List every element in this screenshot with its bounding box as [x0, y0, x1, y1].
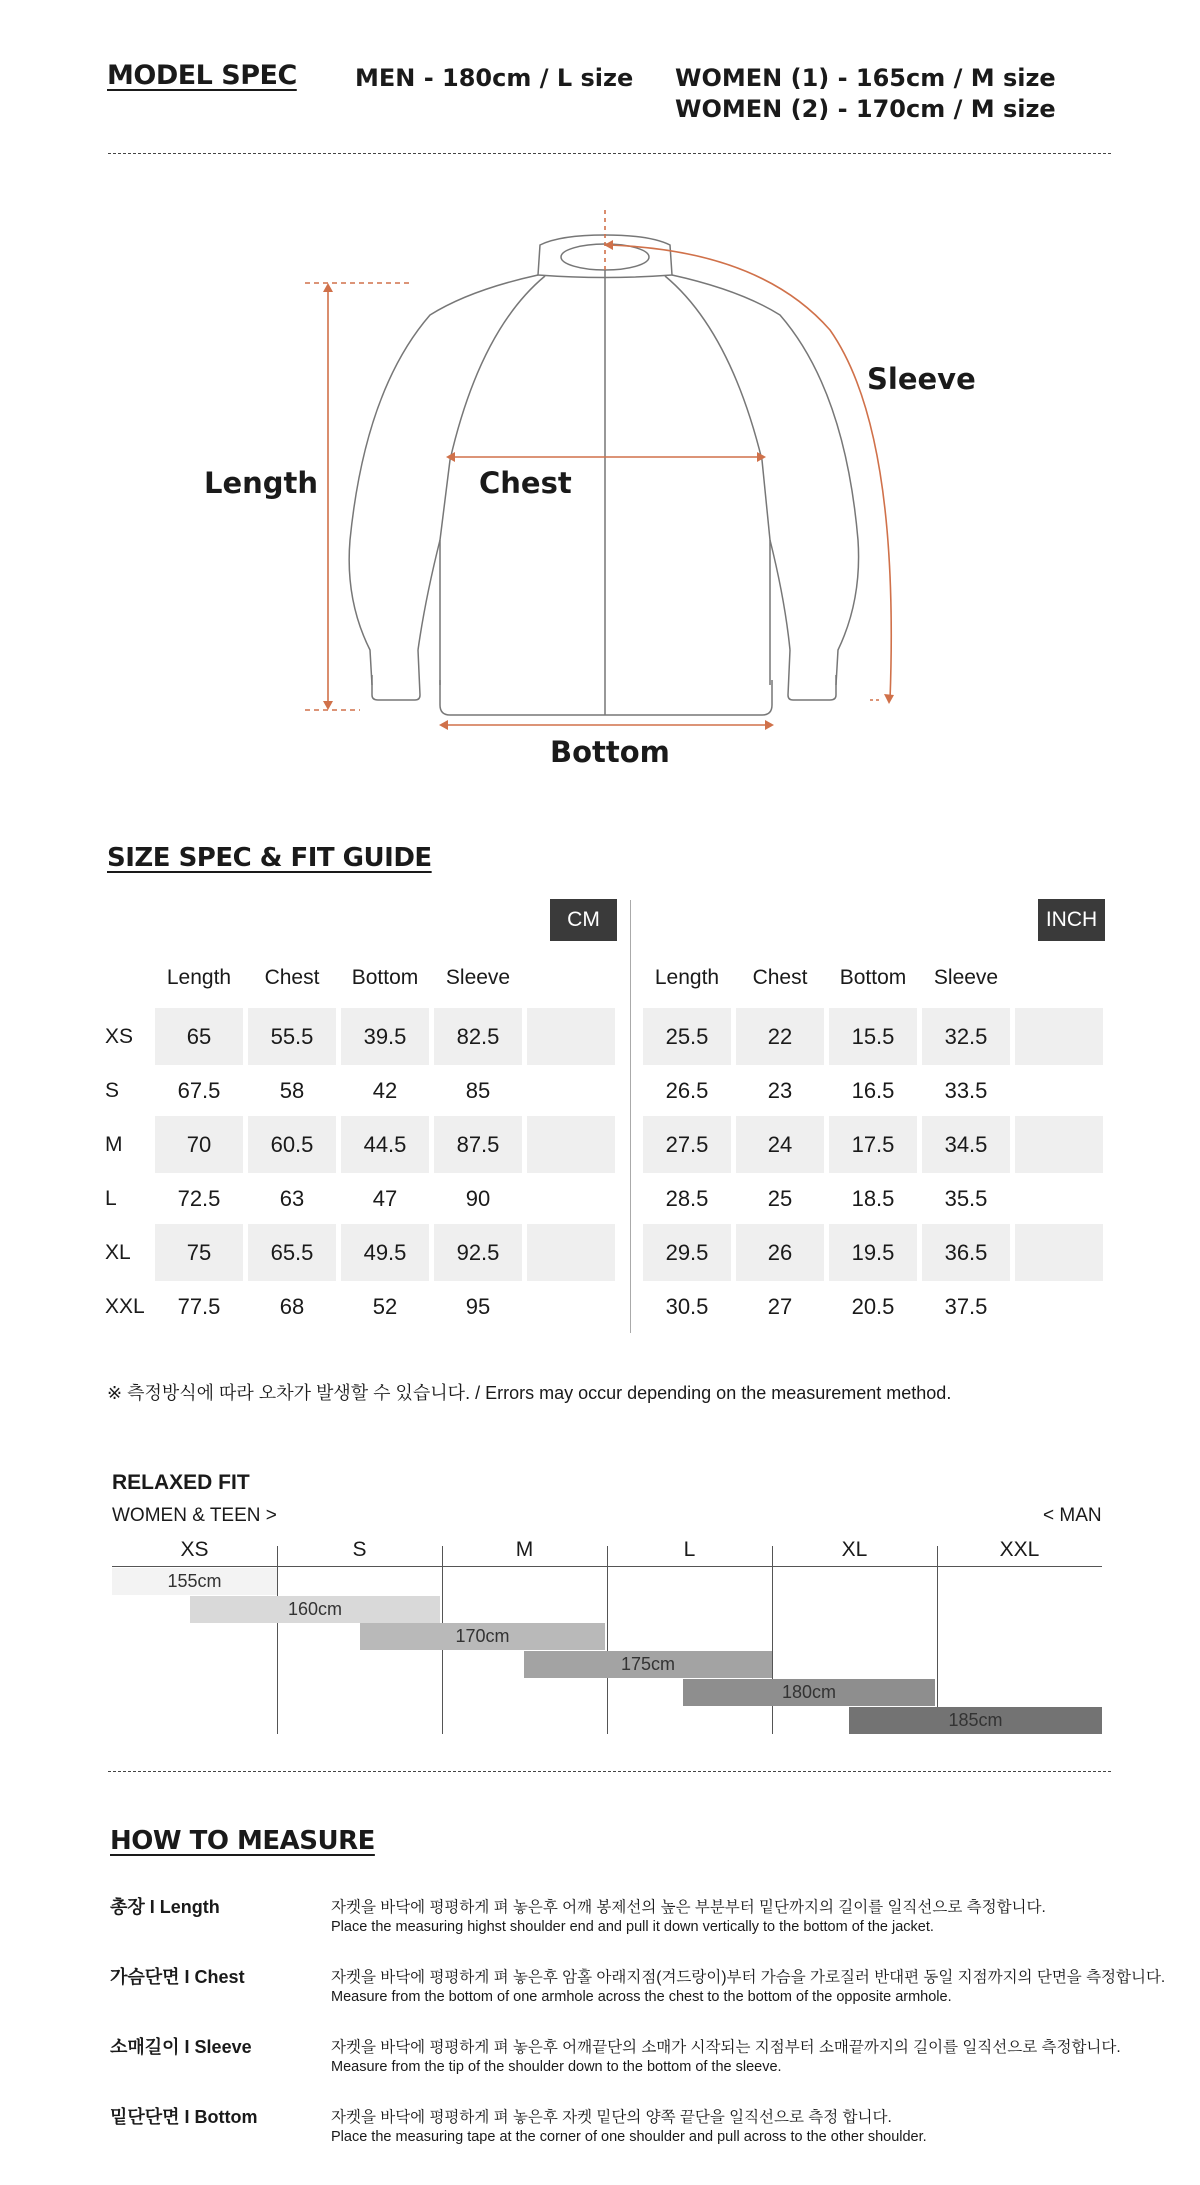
measure-label: 가슴단면 I Chest	[110, 1967, 245, 1987]
inch-value-cell: 27	[767, 1294, 793, 1319]
cm-value-cell: 85	[465, 1078, 491, 1103]
cm-value-cell: 49.5	[341, 1224, 429, 1281]
fit-size-label: XXL	[999, 1538, 1040, 1561]
measure-label: 총장 I Length	[110, 1897, 220, 1917]
cm-empty-cell	[527, 1008, 615, 1065]
cm-value-cell: 65.5	[248, 1224, 336, 1281]
inch-empty-cell	[1015, 1008, 1103, 1065]
inch-value-cell: 36.5	[922, 1224, 1010, 1281]
measure-desc-en: Measure from the bottom of one armhole across the chest to the bottom of the opposite armhole.	[331, 1989, 952, 2005]
fit-column-line	[607, 1546, 608, 1734]
size-row-label: S	[105, 1079, 120, 1102]
cm-col-header: Sleeve	[445, 966, 511, 989]
inch-value-cell: 34.5	[922, 1116, 1010, 1173]
inch-value-cell: 22	[736, 1008, 824, 1065]
cm-value-cell: 65	[155, 1008, 243, 1065]
measure-desc-kr: 자켓을 바닥에 평평하게 펴 놓은후 자켓 밑단의 양쪽 끝단을 일직선으로 측정 합니다.	[331, 2109, 892, 2126]
inch-col-header: Sleeve	[933, 966, 999, 989]
inch-value-cell: 24	[736, 1116, 824, 1173]
fit-column-line	[772, 1546, 773, 1734]
inch-value-cell: 29.5	[643, 1224, 731, 1281]
cm-value-cell: 44.5	[341, 1116, 429, 1173]
fit-height-bar: 175cm	[524, 1651, 772, 1678]
cm-empty-cell	[527, 1062, 615, 1119]
inch-empty-cell	[1015, 1062, 1103, 1119]
inch-col-header: Length	[654, 966, 720, 989]
divider-top	[108, 153, 1111, 154]
cm-value-cell: 63	[279, 1186, 305, 1211]
cm-value-cell: 42	[372, 1078, 398, 1103]
cm-value-cell: 58	[279, 1078, 305, 1103]
cm-value-cell: 95	[465, 1294, 491, 1319]
inch-value-cell: 18.5	[851, 1186, 895, 1211]
cm-value-cell: 55.5	[248, 1008, 336, 1065]
inch-value-cell: 25	[767, 1186, 793, 1211]
inch-value-cell: 25.5	[643, 1008, 731, 1065]
measure-label: 소매길이 I Sleeve	[110, 2037, 252, 2057]
inch-badge: INCH	[1038, 899, 1105, 941]
how-to-measure-title: HOW TO MEASURE	[110, 1826, 375, 1856]
fit-height-bar: 170cm	[360, 1623, 605, 1650]
cm-col-header: Chest	[264, 966, 320, 989]
fit-right-label: < MAN	[1043, 1505, 1102, 1526]
fit-height-bar: 160cm	[190, 1596, 440, 1623]
inch-value-cell: 32.5	[922, 1008, 1010, 1065]
inch-value-cell: 23	[767, 1078, 793, 1103]
inch-value-cell: 37.5	[944, 1294, 988, 1319]
measure-desc-kr: 자켓을 바닥에 평평하게 펴 놓은후 어깨 봉제선의 높은 부분부터 밑단까지의 길이를 일직선으로 측정합니다.	[331, 1899, 1046, 1916]
table-divider	[630, 900, 631, 1333]
size-spec-title: SIZE SPEC & FIT GUIDE	[107, 843, 432, 873]
cm-value-cell: 90	[465, 1186, 491, 1211]
inch-empty-cell	[1015, 1170, 1103, 1227]
cm-value-cell: 70	[155, 1116, 243, 1173]
measurement-note: ※ 측정방식에 따라 오차가 발생할 수 있습니다. / Errors may occur depending on the measurement method.	[107, 1383, 952, 1403]
cm-empty-cell	[527, 1224, 615, 1281]
measure-label: 밑단단면 I Bottom	[110, 2107, 258, 2127]
cm-value-cell: 68	[279, 1294, 305, 1319]
inch-empty-cell	[1015, 1224, 1103, 1281]
diagram-bottom-label: Bottom	[550, 735, 670, 769]
size-row-label: XS	[105, 1025, 134, 1048]
measure-desc-kr: 자켓을 바닥에 평평하게 펴 놓은후 어깨끝단의 소매가 시작되는 지점부터 소매끝까지의 길이를 일직선으로 측정합니다.	[331, 2039, 1121, 2056]
inch-empty-cell	[1015, 1278, 1103, 1335]
inch-empty-cell	[1015, 1116, 1103, 1173]
fit-size-label: S	[352, 1538, 367, 1561]
cm-badge: CM	[550, 899, 617, 941]
diagram-sleeve-label: Sleeve	[867, 362, 976, 396]
cm-empty-cell	[527, 1170, 615, 1227]
measure-desc-en: Place the measuring tape at the corner of one shoulder and pull across to the other shoulder.	[331, 2129, 927, 2145]
fit-title: RELAXED FIT	[112, 1471, 250, 1494]
jacket-diagram	[0, 180, 1200, 780]
model-women-1: WOMEN (1) - 165cm / M size	[675, 64, 1056, 92]
inch-value-cell: 28.5	[665, 1186, 709, 1211]
divider-bottom	[108, 1771, 1111, 1772]
cm-empty-cell	[527, 1278, 615, 1335]
inch-value-cell: 17.5	[829, 1116, 917, 1173]
inch-value-cell: 35.5	[944, 1186, 988, 1211]
inch-value-cell: 16.5	[851, 1078, 895, 1103]
diagram-chest-label: Chest	[479, 466, 572, 500]
cm-value-cell: 77.5	[177, 1294, 221, 1319]
inch-value-cell: 20.5	[851, 1294, 895, 1319]
model-men: MEN - 180cm / L size	[355, 64, 634, 92]
fit-height-bar: 185cm	[849, 1707, 1102, 1734]
inch-value-cell: 27.5	[643, 1116, 731, 1173]
measure-desc-kr: 자켓을 바닥에 평평하게 펴 놓은후 암홀 아래지점(겨드랑이)부터 가슴을 가로질러 반대편 동일 지점까지의 단면을 측정합니다.	[331, 1969, 1166, 1986]
inch-value-cell: 30.5	[665, 1294, 709, 1319]
cm-value-cell: 75	[155, 1224, 243, 1281]
cm-value-cell: 39.5	[341, 1008, 429, 1065]
cm-value-cell: 87.5	[434, 1116, 522, 1173]
model-spec-title: MODEL SPEC	[107, 60, 297, 91]
fit-height-bar: 155cm	[112, 1568, 277, 1595]
inch-col-header: Chest	[752, 966, 808, 989]
inch-col-header: Bottom	[839, 966, 907, 989]
cm-col-header: Bottom	[351, 966, 419, 989]
size-row-label: XL	[105, 1241, 131, 1264]
fit-size-label: M	[515, 1538, 534, 1561]
size-row-label: XXL	[105, 1295, 145, 1318]
fit-column-line	[277, 1546, 278, 1734]
model-women-2: WOMEN (2) - 170cm / M size	[675, 95, 1056, 123]
size-row-label: L	[105, 1187, 117, 1210]
cm-value-cell: 82.5	[434, 1008, 522, 1065]
inch-value-cell: 33.5	[944, 1078, 988, 1103]
inch-value-cell: 26	[736, 1224, 824, 1281]
cm-value-cell: 47	[372, 1186, 398, 1211]
fit-left-label: WOMEN & TEEN >	[112, 1505, 277, 1526]
inch-value-cell: 19.5	[829, 1224, 917, 1281]
measure-desc-en: Measure from the tip of the shoulder down to the bottom of the sleeve.	[331, 2059, 782, 2075]
fit-height-bar: 180cm	[683, 1679, 935, 1706]
fit-size-label: XL	[841, 1538, 868, 1561]
inch-value-cell: 26.5	[665, 1078, 709, 1103]
fit-size-label: XS	[180, 1538, 209, 1561]
fit-size-label: L	[683, 1538, 696, 1561]
diagram-length-label: Length	[204, 466, 319, 500]
cm-value-cell: 60.5	[248, 1116, 336, 1173]
cm-value-cell: 92.5	[434, 1224, 522, 1281]
inch-value-cell: 15.5	[829, 1008, 917, 1065]
cm-col-header: Length	[166, 966, 232, 989]
cm-value-cell: 72.5	[177, 1186, 221, 1211]
cm-value-cell: 67.5	[177, 1078, 221, 1103]
cm-empty-cell	[527, 1116, 615, 1173]
size-row-label: M	[105, 1133, 123, 1156]
cm-value-cell: 52	[372, 1294, 398, 1319]
measure-desc-en: Place the measuring highst shoulder end and pull it down vertically to the bottom of the jacket.	[331, 1919, 934, 1935]
